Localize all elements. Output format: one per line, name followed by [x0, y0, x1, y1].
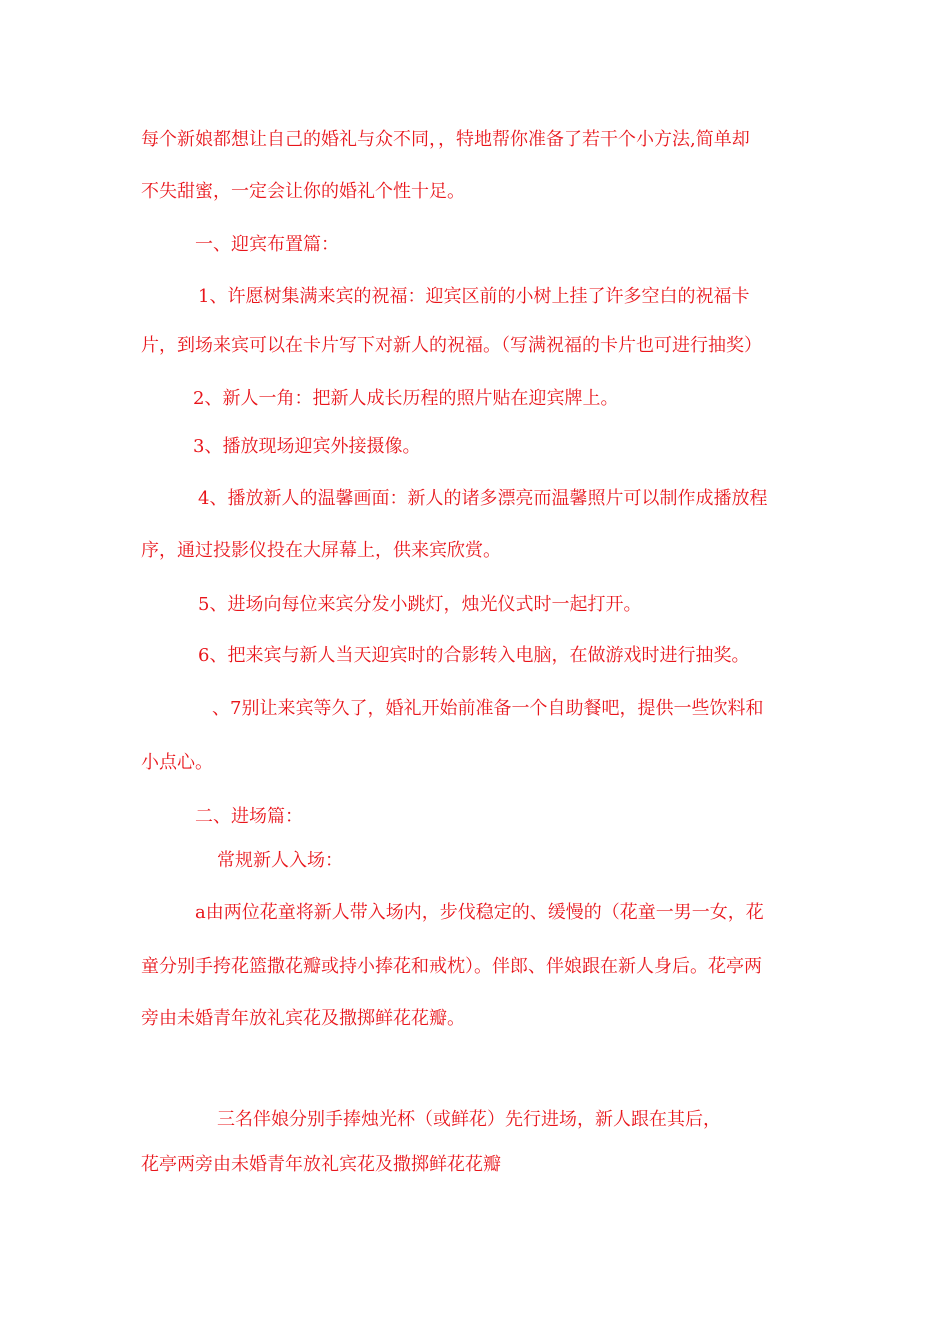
- paragraph-a-line-1: a由两位花童将新人带入场内，步伐稳定的、缓慢的（花童一男一女，花: [195, 902, 764, 923]
- item-4-line-2: 序，通过投影仪投在大屏幕上，供来宾欣赏。: [141, 540, 501, 561]
- item-1-line-1: 1、许愿树集满来宾的祝福：迎宾区前的小树上挂了许多空白的祝福卡: [198, 286, 750, 307]
- item-1-line-2: 片，到场来宾可以在卡片写下对新人的祝福。（写满祝福的卡片也可进行抽奖）: [141, 335, 762, 356]
- intro-line-1: 每个新娘都想让自己的婚礼与众不同，，特地帮你准备了若干个小方法,简单却: [141, 129, 750, 150]
- intro-line-2: 不失甜蜜，一定会让你的婚礼个性十足。: [141, 181, 465, 202]
- section-heading-welcome: 一、迎宾布置篇：: [195, 234, 339, 255]
- item-5: 5、进场向每位来宾分发小跳灯，烛光仪式时一起打开。: [198, 594, 642, 615]
- paragraph-b-line-1: 三名伴娘分别手捧烛光杯（或鲜花）先行进场，新人跟在其后，: [217, 1109, 721, 1130]
- item-3: 3、播放现场迎宾外接摄像。: [193, 436, 421, 457]
- item-7-line-2: 小点心。: [141, 752, 213, 773]
- paragraph-b-line-2: 花亭两旁由未婚青年放礼宾花及撒掷鲜花花瓣: [141, 1154, 501, 1175]
- subheading-regular-entrance: 常规新人入场：: [217, 850, 343, 871]
- item-4-line-1: 4、播放新人的温馨画面：新人的诸多漂亮而温馨照片可以制作成播放程: [198, 488, 768, 509]
- paragraph-a-line-3: 旁由未婚青年放礼宾花及撒掷鲜花花瓣。: [141, 1008, 465, 1029]
- item-2: 2、新人一角：把新人成长历程的照片贴在迎宾牌上。: [193, 388, 619, 409]
- section-heading-entrance: 二、进场篇：: [195, 806, 303, 827]
- item-7-line-1: 、7别让来宾等久了，婚礼开始前准备一个自助餐吧，提供一些饮料和: [212, 698, 764, 719]
- item-6: 6、把来宾与新人当天迎宾时的合影转入电脑，在做游戏时进行抽奖。: [198, 645, 750, 666]
- paragraph-a-line-2: 童分别手挎花篮撒花瓣或持小捧花和戒枕）。伴郎、伴娘跟在新人身后。花亭两: [141, 956, 762, 977]
